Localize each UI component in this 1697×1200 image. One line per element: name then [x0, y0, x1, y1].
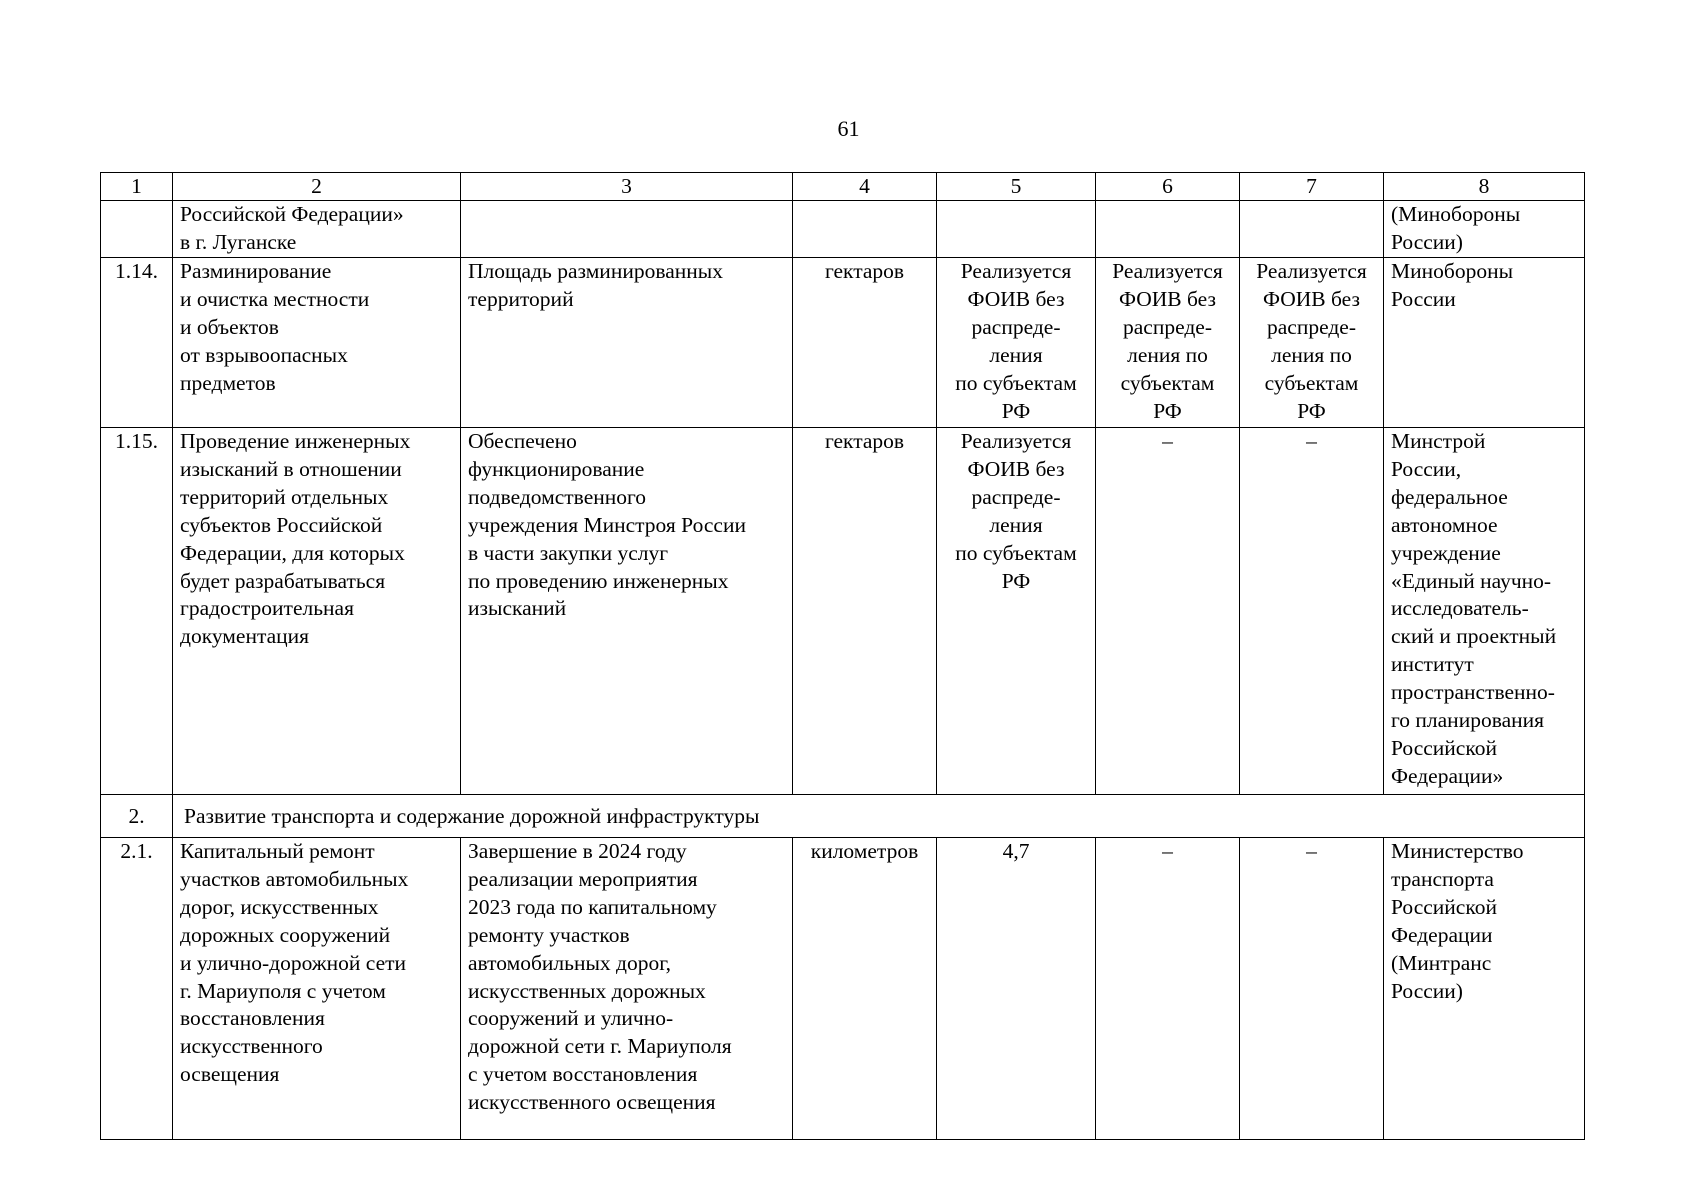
activity-name-cell: Разминирование и очистка местности и объектов от взрывоопасных предметов [173, 258, 461, 428]
row-number-cell: 1.14. [101, 258, 173, 428]
value-cell [1096, 201, 1240, 258]
column-number: 5 [937, 173, 1096, 201]
value-cell: Реализуется ФОИВ без распреде- ления по субъектам РФ [1096, 258, 1240, 428]
row-number-cell: 1.15. [101, 428, 173, 795]
activity-name-cell: Капитальный ремонт участков автомобильных дорог, искусственных дорожных сооружений и улично-дорожной сети г. Мариуполя с учетом восстановления искусственного освещения [173, 838, 461, 1140]
indicator-cell: Обеспечено функционирование подведомственного учреждения Минстроя России в части закупки услуг по проведению инженерных изысканий [461, 428, 793, 795]
indicator-cell: Площадь разминированных территорий [461, 258, 793, 428]
value-cell [1240, 201, 1384, 258]
responsible-cell: (Минобороны России) [1384, 201, 1585, 258]
table-row [101, 838, 1585, 1140]
value-cell: Реализуется ФОИВ без распреде- ления по субъектам РФ [937, 258, 1096, 428]
column-number: 4 [793, 173, 937, 201]
value-cell: – [1096, 838, 1240, 1140]
section-row [101, 795, 1585, 838]
page-number: 61 [837, 116, 860, 141]
column-number-row [101, 173, 1585, 201]
responsible-cell: Минстрой России, федеральное автономное учреждение «Единый научно- исследователь- ский и проектный институт пространственно- го планирования Российской Федерации» [1384, 428, 1585, 795]
column-number: 3 [461, 173, 793, 201]
unit-cell: километров [793, 838, 937, 1140]
value-cell: – [1096, 428, 1240, 795]
responsible-cell: Министерство транспорта Российской Федерации (Минтранс России) [1384, 838, 1585, 1140]
value-cell: Реализуется ФОИВ без распреде- ления по субъектам РФ [937, 428, 1096, 795]
unit-cell: гектаров [793, 428, 937, 795]
row-number-cell [101, 201, 173, 258]
responsible-cell: Минобороны России [1384, 258, 1585, 428]
section-title-cell: Развитие транспорта и содержание дорожной инфраструктуры [173, 795, 1585, 838]
column-number: 2 [173, 173, 461, 201]
column-number: 6 [1096, 173, 1240, 201]
table-row [101, 258, 1585, 428]
section-number-cell: 2. [101, 795, 173, 838]
column-number: 8 [1384, 173, 1585, 201]
value-cell: – [1240, 428, 1384, 795]
indicator-cell [461, 201, 793, 258]
row-number-cell: 2.1. [101, 838, 173, 1140]
activity-name-cell: Российской Федерации» в г. Луганске [173, 201, 461, 258]
value-cell: Реализуется ФОИВ без распреде- ления по субъектам РФ [1240, 258, 1384, 428]
document-table [100, 172, 1585, 1140]
value-cell: – [1240, 838, 1384, 1140]
unit-cell [793, 201, 937, 258]
continuation-row [101, 201, 1585, 258]
activity-name-cell: Проведение инженерных изысканий в отношении территорий отдельных субъектов Российской Федерации, для которых будет разрабатываться градостроительная документация [173, 428, 461, 795]
unit-cell: гектаров [793, 258, 937, 428]
value-cell [937, 201, 1096, 258]
indicator-cell: Завершение в 2024 году реализации мероприятия 2023 года по капитальному ремонту участков автомобильных дорог, искусственных дорожных сооружений и улично- дорожной сети г. Мариуполя с учетом восстановления искусственного освещения [461, 838, 793, 1140]
column-number: 1 [101, 173, 173, 201]
value-cell: 4,7 [937, 838, 1096, 1140]
column-number: 7 [1240, 173, 1384, 201]
table-row [101, 428, 1585, 795]
